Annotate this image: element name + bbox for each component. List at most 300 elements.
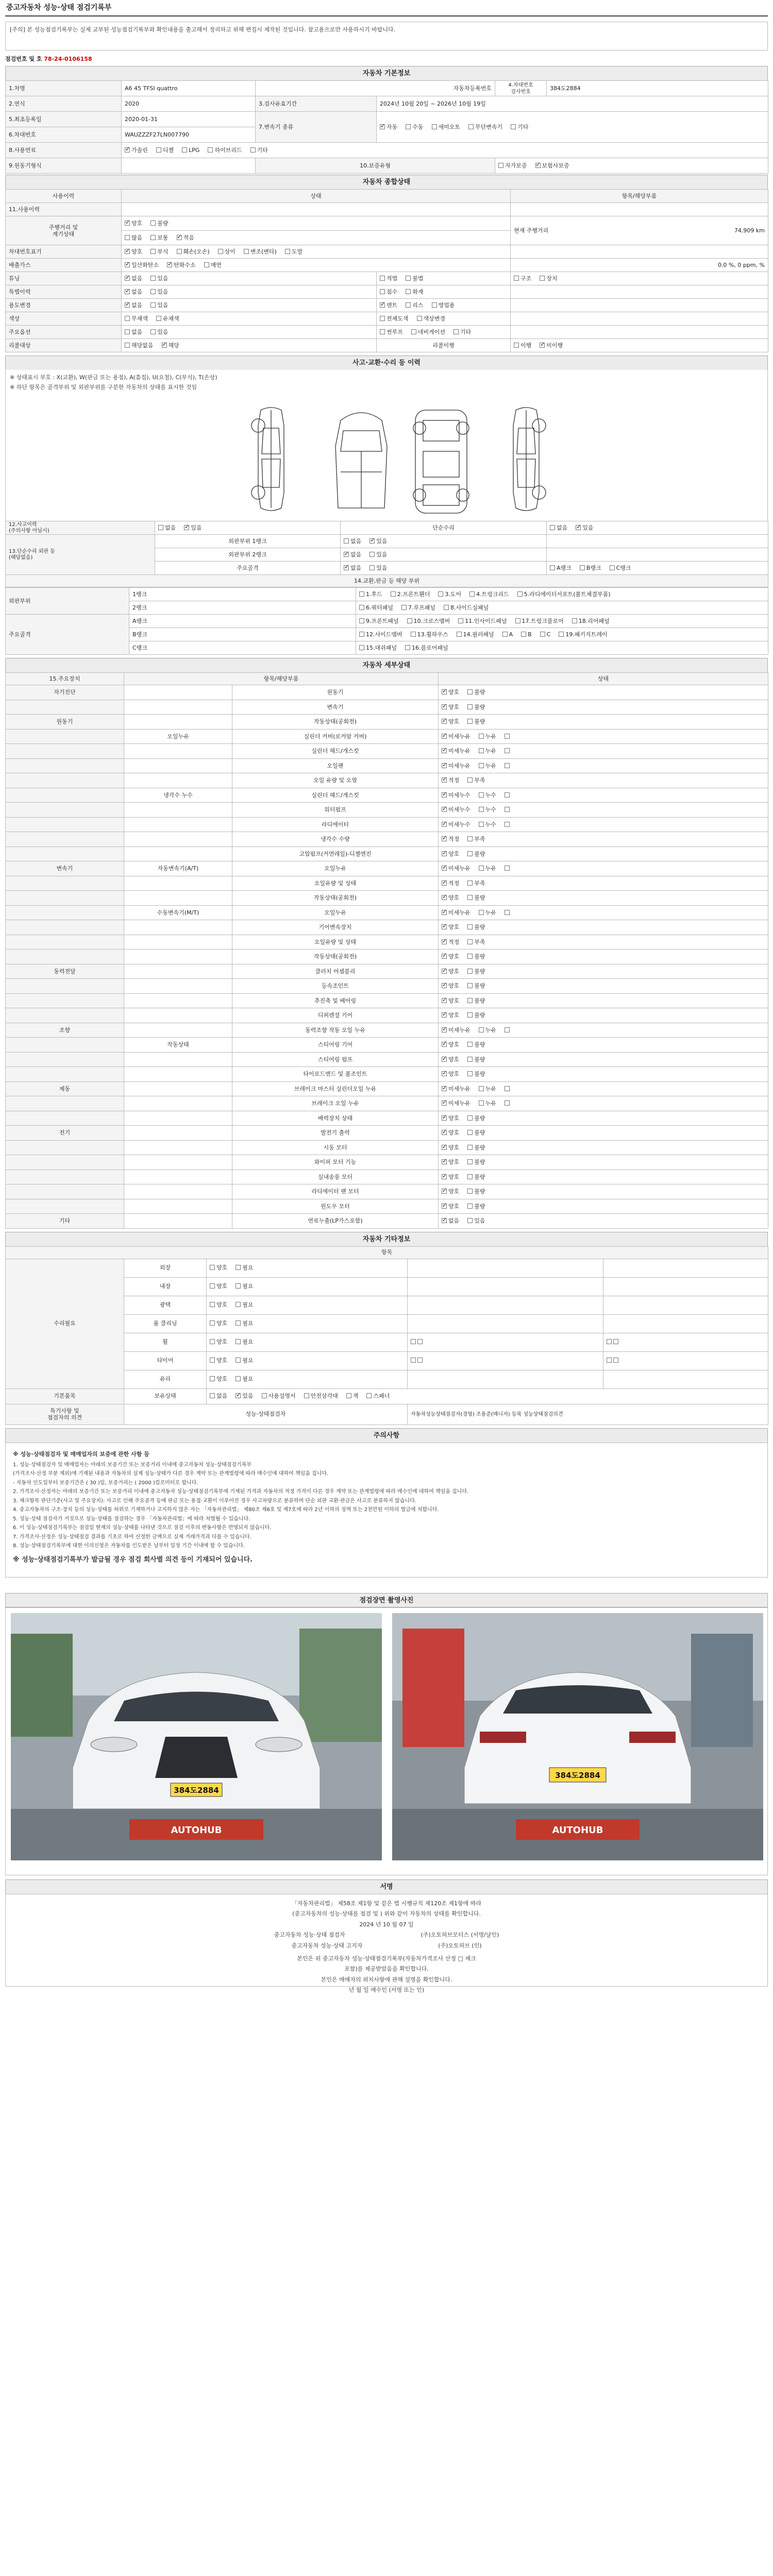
checkbox[interactable] — [469, 591, 475, 597]
checkbox-checked[interactable] — [442, 998, 447, 1003]
checkbox[interactable] — [479, 866, 484, 871]
checkbox[interactable] — [150, 235, 156, 240]
opt: 필요 — [242, 1320, 254, 1327]
checkbox-checked[interactable] — [442, 1057, 447, 1062]
checkbox-checked[interactable] — [167, 262, 172, 267]
sig-line: 본인은 매매자의 위치사항에 관해 설명을 확인합니다. — [321, 1976, 452, 1983]
opt: 양호 — [131, 248, 143, 255]
checkbox[interactable] — [150, 329, 156, 334]
detail-part: 오일팬 — [232, 758, 439, 773]
checkbox[interactable] — [467, 1042, 473, 1047]
checkbox-checked[interactable] — [125, 221, 130, 226]
sig-inspector-label: 중고자동차 성능·상태 점검자 — [274, 1931, 345, 1939]
checkbox[interactable] — [210, 1376, 215, 1381]
checkbox-checked[interactable] — [442, 910, 447, 915]
checkbox-checked[interactable] — [442, 748, 447, 753]
detail-device — [6, 788, 124, 803]
detail-condition — [439, 715, 768, 730]
checkbox[interactable] — [505, 807, 510, 812]
checkbox[interactable] — [444, 605, 449, 610]
checkbox-checked[interactable] — [442, 851, 447, 856]
checkbox[interactable] — [505, 1027, 510, 1032]
checkbox[interactable] — [479, 748, 484, 753]
checkbox[interactable] — [467, 924, 473, 929]
checkbox-checked[interactable] — [442, 807, 447, 812]
checkbox[interactable] — [479, 1027, 484, 1032]
checkbox[interactable] — [204, 262, 209, 267]
opt: 있음 — [582, 524, 594, 531]
detail-device — [6, 1140, 124, 1155]
checkbox[interactable] — [479, 807, 484, 812]
condition-opt: 불량 — [474, 1041, 485, 1048]
checkbox[interactable] — [514, 276, 519, 281]
checkbox[interactable] — [380, 276, 385, 281]
detail-part: 오일누유 — [232, 905, 439, 920]
checkbox[interactable] — [607, 1339, 612, 1344]
checkbox[interactable] — [177, 249, 182, 254]
checkbox-checked[interactable] — [442, 1174, 447, 1179]
checkbox[interactable] — [262, 1393, 267, 1398]
checkbox-checked[interactable] — [442, 969, 447, 974]
transmission-options — [377, 112, 768, 143]
checkbox[interactable] — [467, 1159, 473, 1164]
checkbox-checked[interactable] — [442, 734, 447, 739]
checkbox[interactable] — [208, 147, 213, 152]
checkbox[interactable] — [479, 1100, 484, 1106]
checkbox-checked[interactable] — [442, 777, 447, 783]
checkbox-checked[interactable] — [125, 302, 130, 308]
checkbox[interactable] — [498, 163, 503, 168]
detail-condition — [439, 758, 768, 773]
checkbox-checked[interactable] — [442, 822, 447, 827]
checkbox[interactable] — [467, 1115, 473, 1121]
opt: 네비게이션 — [417, 328, 446, 335]
detail-part: 실내송풍 모터 — [232, 1170, 439, 1184]
checkbox[interactable] — [236, 1283, 241, 1289]
checkbox-checked[interactable] — [442, 1027, 447, 1032]
checkbox[interactable] — [380, 329, 385, 334]
checkbox[interactable] — [613, 1358, 618, 1363]
checkbox[interactable] — [479, 734, 484, 739]
special-type — [377, 285, 511, 299]
checkbox[interactable] — [236, 1358, 241, 1363]
checkbox-checked[interactable] — [442, 1012, 447, 1018]
checkbox[interactable] — [210, 1302, 215, 1307]
checkbox[interactable] — [613, 1339, 618, 1344]
checkbox-checked[interactable] — [125, 289, 130, 294]
checkbox-checked[interactable] — [344, 565, 349, 570]
checkbox[interactable] — [156, 316, 161, 321]
checkbox-checked[interactable] — [442, 924, 447, 929]
checkbox[interactable] — [285, 249, 290, 254]
sig-inspector-row — [6, 1931, 767, 1939]
car-name: A6 45 TFSI quattro — [122, 81, 256, 96]
accident-legend — [5, 370, 768, 400]
checkbox[interactable] — [479, 910, 484, 915]
checkbox[interactable] — [369, 565, 375, 570]
detail-row — [6, 1052, 768, 1067]
detail-subgroup: 작동상태 — [124, 1038, 232, 1053]
checkbox[interactable] — [479, 763, 484, 768]
detail-condition — [439, 891, 768, 906]
checkbox[interactable] — [359, 618, 364, 623]
detail-subgroup — [124, 1081, 232, 1096]
checkbox-checked[interactable] — [442, 939, 447, 944]
checkbox[interactable] — [521, 632, 526, 637]
checkbox[interactable] — [125, 343, 130, 348]
detail-device — [6, 1038, 124, 1053]
checkbox[interactable] — [210, 1320, 215, 1326]
checkbox[interactable] — [467, 1130, 473, 1135]
condition-opt: 불량 — [474, 1056, 485, 1063]
checkbox[interactable] — [158, 525, 163, 530]
checkbox-checked[interactable] — [380, 302, 385, 308]
checkbox[interactable] — [458, 618, 463, 623]
checkbox[interactable] — [406, 302, 411, 308]
detail-row — [6, 803, 768, 818]
checkbox[interactable] — [550, 565, 555, 570]
repair-options — [207, 1370, 408, 1388]
checkbox-checked[interactable] — [442, 1086, 447, 1091]
checkbox-checked[interactable] — [125, 262, 130, 267]
detail-state-table — [5, 672, 768, 1229]
checkbox[interactable] — [366, 1393, 372, 1398]
checkbox[interactable] — [467, 939, 473, 944]
checkbox[interactable] — [610, 565, 615, 570]
sig-buyer-line: 년 월 일 매수인 (서명 또는 인) — [348, 1987, 425, 1994]
checkbox[interactable] — [411, 1339, 416, 1344]
checkbox-checked[interactable] — [162, 343, 167, 348]
checkbox[interactable] — [125, 235, 130, 240]
checkbox[interactable] — [369, 552, 375, 557]
checkbox[interactable] — [467, 719, 473, 724]
other-info-table — [5, 1246, 768, 1425]
checkbox-checked[interactable] — [442, 763, 447, 768]
detail-subgroup: 수동변속기(M/T) — [124, 905, 232, 920]
checkbox[interactable] — [346, 1393, 351, 1398]
checkbox-checked[interactable] — [442, 719, 447, 724]
checkbox-checked[interactable] — [442, 1159, 447, 1164]
checkbox-checked[interactable] — [576, 525, 581, 530]
checkbox[interactable] — [467, 969, 473, 974]
checkbox[interactable] — [125, 329, 130, 334]
checkbox[interactable] — [156, 147, 161, 152]
checkbox[interactable] — [467, 836, 473, 841]
detail-condition — [439, 1096, 768, 1111]
checkbox[interactable] — [150, 289, 156, 294]
condition-opt: 적정 — [448, 879, 460, 887]
checkbox[interactable] — [417, 1339, 423, 1344]
checkbox[interactable] — [236, 1339, 241, 1344]
checkbox-checked[interactable] — [442, 704, 447, 709]
checkbox[interactable] — [505, 866, 510, 871]
checkbox[interactable] — [244, 249, 249, 254]
label-color: 색상 — [6, 312, 122, 326]
checkbox[interactable] — [438, 591, 443, 597]
checkbox[interactable] — [359, 605, 364, 610]
checkbox-checked[interactable] — [369, 538, 375, 544]
checkbox[interactable] — [417, 1358, 423, 1363]
opt: 필요 — [242, 1376, 254, 1383]
checkbox[interactable] — [210, 1265, 215, 1270]
checkbox[interactable] — [236, 1320, 241, 1326]
opt: 유채색 — [162, 315, 179, 322]
checkbox[interactable] — [150, 302, 156, 308]
checkbox[interactable] — [505, 822, 510, 827]
checkbox-checked[interactable] — [442, 1071, 447, 1076]
checkbox[interactable] — [380, 289, 385, 294]
checkbox[interactable] — [505, 763, 510, 768]
checkbox[interactable] — [467, 851, 473, 856]
checkbox-checked[interactable] — [442, 954, 447, 959]
checkbox[interactable] — [406, 124, 411, 129]
detail-condition — [439, 729, 768, 744]
opt: 색상변경 — [423, 315, 446, 322]
accident-options — [155, 521, 341, 535]
checkbox[interactable] — [391, 591, 396, 597]
checkbox-checked[interactable] — [344, 552, 349, 557]
label-first-reg: 5.최초등록일 — [6, 112, 122, 127]
detail-condition — [439, 861, 768, 876]
checkbox[interactable] — [467, 954, 473, 959]
checkbox[interactable] — [467, 895, 473, 900]
checkbox[interactable] — [467, 1057, 473, 1062]
detail-device — [6, 920, 124, 935]
part: 13.휠하우스 — [417, 631, 448, 638]
opt: 사용설명서 — [268, 1393, 296, 1400]
condition-opt: 미세누유 — [448, 1085, 470, 1092]
checkbox-checked[interactable] — [442, 1204, 447, 1209]
checkbox[interactable] — [467, 1174, 473, 1179]
checkbox-checked[interactable] — [184, 525, 189, 530]
checkbox[interactable] — [210, 1358, 215, 1363]
checkbox[interactable] — [517, 591, 523, 597]
checkbox[interactable] — [236, 1302, 241, 1307]
tuning-options — [122, 272, 377, 285]
checkbox[interactable] — [467, 1189, 473, 1194]
checkbox[interactable] — [467, 983, 473, 988]
checkbox-checked[interactable] — [442, 1115, 447, 1121]
checkbox[interactable] — [182, 147, 187, 152]
detail-part: 작동상태(공회전) — [232, 891, 439, 906]
checkbox-checked[interactable] — [125, 249, 130, 254]
fuel-opt: 하이브리드 — [214, 146, 242, 154]
opt: 양호 — [216, 1320, 228, 1327]
part: 7.루프패널 — [408, 604, 435, 611]
checkbox[interactable] — [432, 302, 437, 308]
mileage-level-options — [122, 231, 511, 245]
sig-notifier-label: 중고자동차 성능·상태 고지자 — [291, 1942, 363, 1949]
checkbox-checked[interactable] — [442, 880, 447, 886]
checkbox[interactable] — [505, 748, 510, 753]
checkbox[interactable] — [432, 124, 437, 129]
checkbox-checked[interactable] — [442, 983, 447, 988]
checkbox[interactable] — [467, 1071, 473, 1076]
document-title: 중고자동차 성능·상태 점검기록부 — [5, 0, 768, 16]
checkbox[interactable] — [467, 1204, 473, 1209]
checkbox[interactable] — [580, 565, 585, 570]
checkbox[interactable] — [467, 689, 473, 694]
checkbox[interactable] — [359, 632, 364, 637]
checkbox[interactable] — [457, 632, 462, 637]
checkbox-checked[interactable] — [442, 689, 447, 694]
checkbox[interactable] — [479, 822, 484, 827]
checkbox[interactable] — [479, 792, 484, 798]
checkbox[interactable] — [210, 1393, 215, 1398]
rank2-options — [341, 548, 547, 562]
basic-items-options — [207, 1388, 768, 1404]
checkbox[interactable] — [405, 645, 410, 650]
detail-device — [6, 1111, 124, 1126]
label-special-history: 특별이력 — [6, 285, 122, 299]
detail-condition — [439, 1126, 768, 1141]
checkbox[interactable] — [380, 316, 385, 321]
checkbox[interactable] — [505, 792, 510, 798]
checkbox[interactable] — [467, 998, 473, 1003]
detail-device — [6, 1052, 124, 1067]
checkbox[interactable] — [150, 249, 156, 254]
checkbox-checked[interactable] — [442, 1218, 447, 1223]
checkbox[interactable] — [359, 645, 364, 650]
part: 14.필러패널 — [463, 631, 494, 638]
checkbox-checked[interactable] — [535, 163, 541, 168]
legend-line-2: ※ 하단 항목은 골격부위 및 외판부위를 구분한 자동차의 상태를 표시한 것임 — [10, 383, 197, 391]
checkbox[interactable] — [467, 880, 473, 886]
checkbox[interactable] — [572, 618, 577, 623]
opt: 리스 — [412, 301, 424, 309]
part: 1.후드 — [366, 590, 382, 598]
detail-row — [6, 773, 768, 788]
checkbox[interactable] — [236, 1265, 241, 1270]
checkbox[interactable] — [467, 1218, 473, 1223]
detail-row — [6, 758, 768, 773]
checkbox[interactable] — [344, 538, 349, 544]
condition-opt: 미세누유 — [448, 762, 470, 769]
checkbox[interactable] — [210, 1283, 215, 1289]
condition-opt: 누수 — [485, 821, 496, 828]
checkbox-checked[interactable] — [177, 235, 182, 240]
checkbox[interactable] — [453, 329, 459, 334]
checkbox-checked[interactable] — [442, 836, 447, 841]
checkbox[interactable] — [511, 124, 516, 129]
rank-label: A랭크 — [129, 615, 356, 628]
checkbox[interactable] — [514, 343, 519, 348]
label-vin-mark: 차대번호표기 — [6, 245, 122, 259]
checkbox[interactable] — [479, 1086, 484, 1091]
opt: 불량 — [157, 219, 169, 227]
condition-opt: 누수 — [485, 791, 496, 799]
opt: 훼손(오손) — [183, 248, 210, 255]
checkbox-checked[interactable] — [442, 1042, 447, 1047]
opt: 전체도색 — [386, 315, 409, 322]
checkbox-checked[interactable] — [540, 343, 545, 348]
opt: 변조(변타) — [250, 248, 277, 255]
checkbox[interactable] — [502, 632, 508, 637]
part: 8.사이드실패널 — [450, 604, 489, 611]
checkbox[interactable] — [150, 276, 156, 281]
checkbox[interactable] — [411, 1358, 416, 1363]
checkbox-checked[interactable] — [125, 147, 130, 152]
checkbox[interactable] — [467, 1012, 473, 1018]
checkbox[interactable] — [250, 147, 256, 152]
checkbox[interactable] — [467, 704, 473, 709]
checkbox-checked[interactable] — [380, 124, 385, 129]
tuning-legal — [377, 272, 511, 285]
frame-options — [341, 562, 547, 575]
checkbox[interactable] — [467, 1145, 473, 1150]
checkbox[interactable] — [559, 632, 564, 637]
checkbox[interactable] — [411, 632, 416, 637]
checkbox[interactable] — [515, 618, 520, 623]
checkbox[interactable] — [406, 276, 411, 281]
checkbox-checked[interactable] — [442, 1100, 447, 1106]
checkbox-checked[interactable] — [442, 792, 447, 798]
condition-opt: 누유 — [485, 1100, 496, 1107]
checkbox-checked[interactable] — [442, 1145, 447, 1150]
checkbox[interactable] — [505, 910, 510, 915]
checkbox[interactable] — [505, 1086, 510, 1091]
checkbox-checked[interactable] — [125, 276, 130, 281]
checkbox[interactable] — [210, 1339, 215, 1344]
checkbox[interactable] — [407, 618, 412, 623]
checkbox[interactable] — [304, 1393, 309, 1398]
checkbox-checked[interactable] — [442, 895, 447, 900]
checkbox-checked[interactable] — [236, 1393, 241, 1398]
detail-device: 자기진단 — [6, 685, 124, 700]
checkbox[interactable] — [236, 1376, 241, 1381]
checkbox[interactable] — [125, 316, 130, 321]
basic-info-table — [5, 80, 768, 174]
checkbox[interactable] — [218, 249, 223, 254]
checkbox[interactable] — [505, 734, 510, 739]
checkbox[interactable] — [540, 276, 545, 281]
detail-device — [6, 891, 124, 906]
checkbox[interactable] — [417, 316, 422, 321]
checkbox[interactable] — [467, 777, 473, 783]
checkbox[interactable] — [406, 289, 411, 294]
opt: 없음 — [350, 537, 362, 545]
detail-condition — [439, 803, 768, 818]
checkbox[interactable] — [607, 1358, 612, 1363]
note-line: 8. 성능·상태점검기록부에 대한 이의신청은 자동차를 인도받은 날부터 일정 기간 이내에 할 수 있습니다. — [13, 1543, 245, 1549]
opt: 도말 — [291, 248, 303, 255]
condition-opt: 있음 — [474, 1217, 485, 1225]
tuning-type — [511, 272, 768, 285]
checkbox-checked[interactable] — [442, 1130, 447, 1135]
detail-device — [6, 700, 124, 715]
checkbox[interactable] — [540, 632, 545, 637]
first-reg-date: 2020-01-31 — [122, 112, 256, 127]
checkbox-checked[interactable] — [442, 1189, 447, 1194]
detail-device: 원동기 — [6, 715, 124, 730]
car-diagram — [5, 400, 768, 521]
checkbox-checked[interactable] — [442, 866, 447, 871]
checkbox[interactable] — [401, 605, 407, 610]
detail-subgroup — [124, 1096, 232, 1111]
checkbox[interactable] — [550, 525, 555, 530]
checkbox[interactable] — [411, 329, 416, 334]
opt: 있음 — [157, 328, 169, 335]
opt: 침수 — [386, 288, 398, 295]
checkbox[interactable] — [468, 124, 474, 129]
detail-subgroup — [124, 920, 232, 935]
part: 18.리어패널 — [578, 617, 610, 624]
checkbox[interactable] — [150, 221, 156, 226]
checkbox[interactable] — [359, 591, 364, 597]
checkbox[interactable] — [505, 1100, 510, 1106]
detail-condition — [439, 685, 768, 700]
section-photos: 점검장면 촬영사진 — [5, 1593, 768, 1607]
